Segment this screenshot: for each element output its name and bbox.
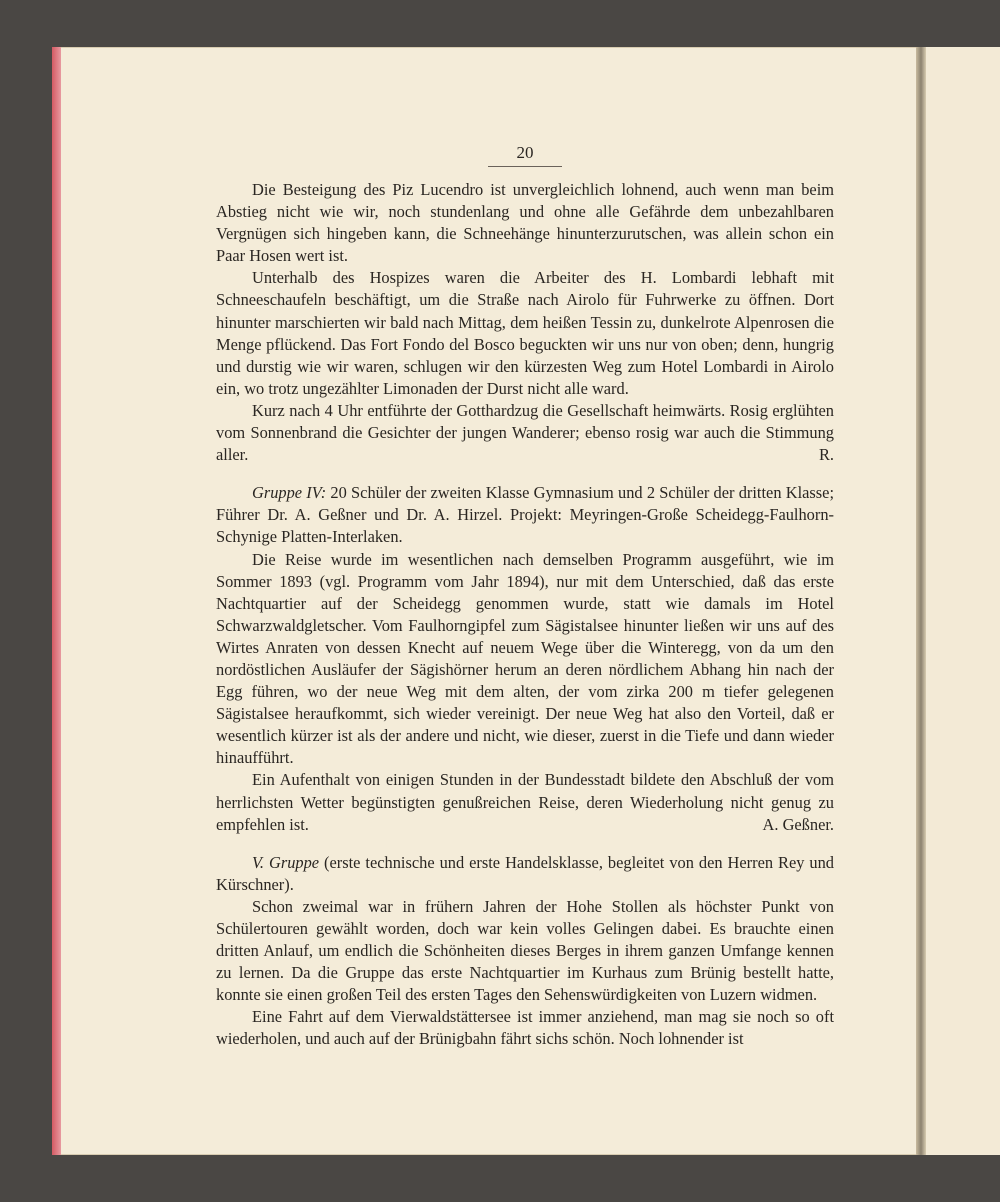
- paragraph-vierwaldstaettersee: Eine Fahrt auf dem Vierwaldstättersee ist immer anziehend, man mag sie noch so oft wiederholen, und auch auf der Brünigbahn fährt sichs schön. Noch lohnender ist: [216, 1007, 834, 1049]
- header-rule: [488, 166, 562, 167]
- group-5-heading: [216, 852, 834, 896]
- group-4-label: Gruppe IV:: [252, 483, 327, 503]
- signature-r: R.: [818, 445, 834, 465]
- paragraph-hoher-stollen: Schon zweimal war in frühern Jahren der Hohe Stollen als höchster Punkt von Schülertouren gewählt worden, doch war kein volles Gelingen dabei. Es brauchte einen dritten Anlauf, um endlich die Schönheiten dieses Berges in ihrem ganzen Umfange kennen zu lernen. Da die Gruppe das erste Nachtquartier im Kurhaus zum Brünig bestellt hatte, konnte sie einen großen Teil des ersten Tages den Sehenswürdigkeiten von Luzern widmen.: [216, 896, 834, 1005]
- page-edge-red: [52, 47, 61, 1155]
- paragraph-hospiz: Unterhalb des Hospizes waren die Arbeiter des H. Lombardi lebhaft mit Schneeschaufeln beschäftigt, um die Straße nach Airolo für Fuhrwerke zu öffnen. Dort hinunter marschierten wir bald nach Mittag, dem heißen Tessin zu, dunkelrote Alpenrosen die Menge pflückend. Das Fort Fondo del Bosco beguckten wir uns nur von oben; denn, hungrig und durstig wie wir waren, schlugen wir den kürzesten Weg zum Hotel Lombardi in Airolo ein, wo trotz ungezählter Limonaden der Durst nicht alle ward.: [216, 268, 834, 398]
- group-4-description: 20 Schüler der zweiten Klasse Gymnasium und 2 Schüler der dritten Klasse; Führer Dr. A. Geßner und Dr. A. Hirzel. Projekt: Meyringen-Große Scheidegg-Faulhorn-Schynige Platten-Interlaken.: [216, 483, 834, 547]
- paragraph-heimfahrt: Kurz nach 4 Uhr entführte der Gotthardzug die Gesellschaft heimwärts. Rosig erglühten vom Sonnenbrand die Gesichter der jungen Wanderer; ebenso rosig war auch die Stimmung aller.: [216, 400, 834, 465]
- group-5-description: (erste technische und erste Handelsklasse, begleitet von den Herren Rey und Kürschner).: [216, 852, 834, 894]
- paragraph-lucendro: Die Besteigung des Piz Lucendro ist unvergleichlich lohnend, auch wenn man beim Abstieg nicht wie wir, noch stundenlang und ohne alle Gefährde dem unbezahlbaren Vergnügen sich hingeben kann, die Schneehänge hinunterzurutschen, was allein schon ein Paar Hosen wert ist.: [216, 180, 834, 266]
- facing-page: [926, 47, 1000, 1155]
- section-gap: [216, 466, 834, 482]
- section-gap: [216, 836, 834, 852]
- signature-gessner: A. Geßner.: [762, 814, 834, 834]
- group-5-label: V. Gruppe: [252, 852, 320, 872]
- page-text: [216, 142, 834, 1051]
- paragraph-bundesstadt: Ein Aufenthalt von einigen Stunden in der Bundesstadt bildete den Abschluß der vom herrlichsten Wetter begünstigten genußreichen Reise, deren Wiederholung nicht genug zu empfehlen ist.: [216, 770, 834, 834]
- group-4-heading: [216, 482, 834, 548]
- page-number: 20: [516, 143, 534, 162]
- book-gutter: [916, 47, 926, 1155]
- paragraph-reise: Die Reise wurde im wesentlichen nach demselben Programm ausgeführt, wie im Sommer 1893 (vgl. Programm vom Jahr 1894), nur mit dem Unterschied, daß das erste Nachtquartier auf der Scheidegg genommen wurde, statt wie damals im Hotel Schwarzwaldgletscher. Vom Faulhorngipfel zum Sägistalsee hinunter ließen wir uns auf des Wirtes Anraten von dessen Knecht auf neuem Wege über die Winteregg, von da um den nordöstlichen Ausläufer der Sägishörner herum an deren nördlichem Abhang hin nach der Egg führen, wo der neue Weg mit dem alten, der vom zirka 200 m tiefer gelegenen Sägistalsee heraufkommt, sich wieder vereinigt. Der neue Weg hat also den Vorteil, daß er wesentlich kürzer ist als der andere und nicht, wie dieser, zuerst in die Tiefe und dann wieder hinaufführt.: [216, 549, 834, 768]
